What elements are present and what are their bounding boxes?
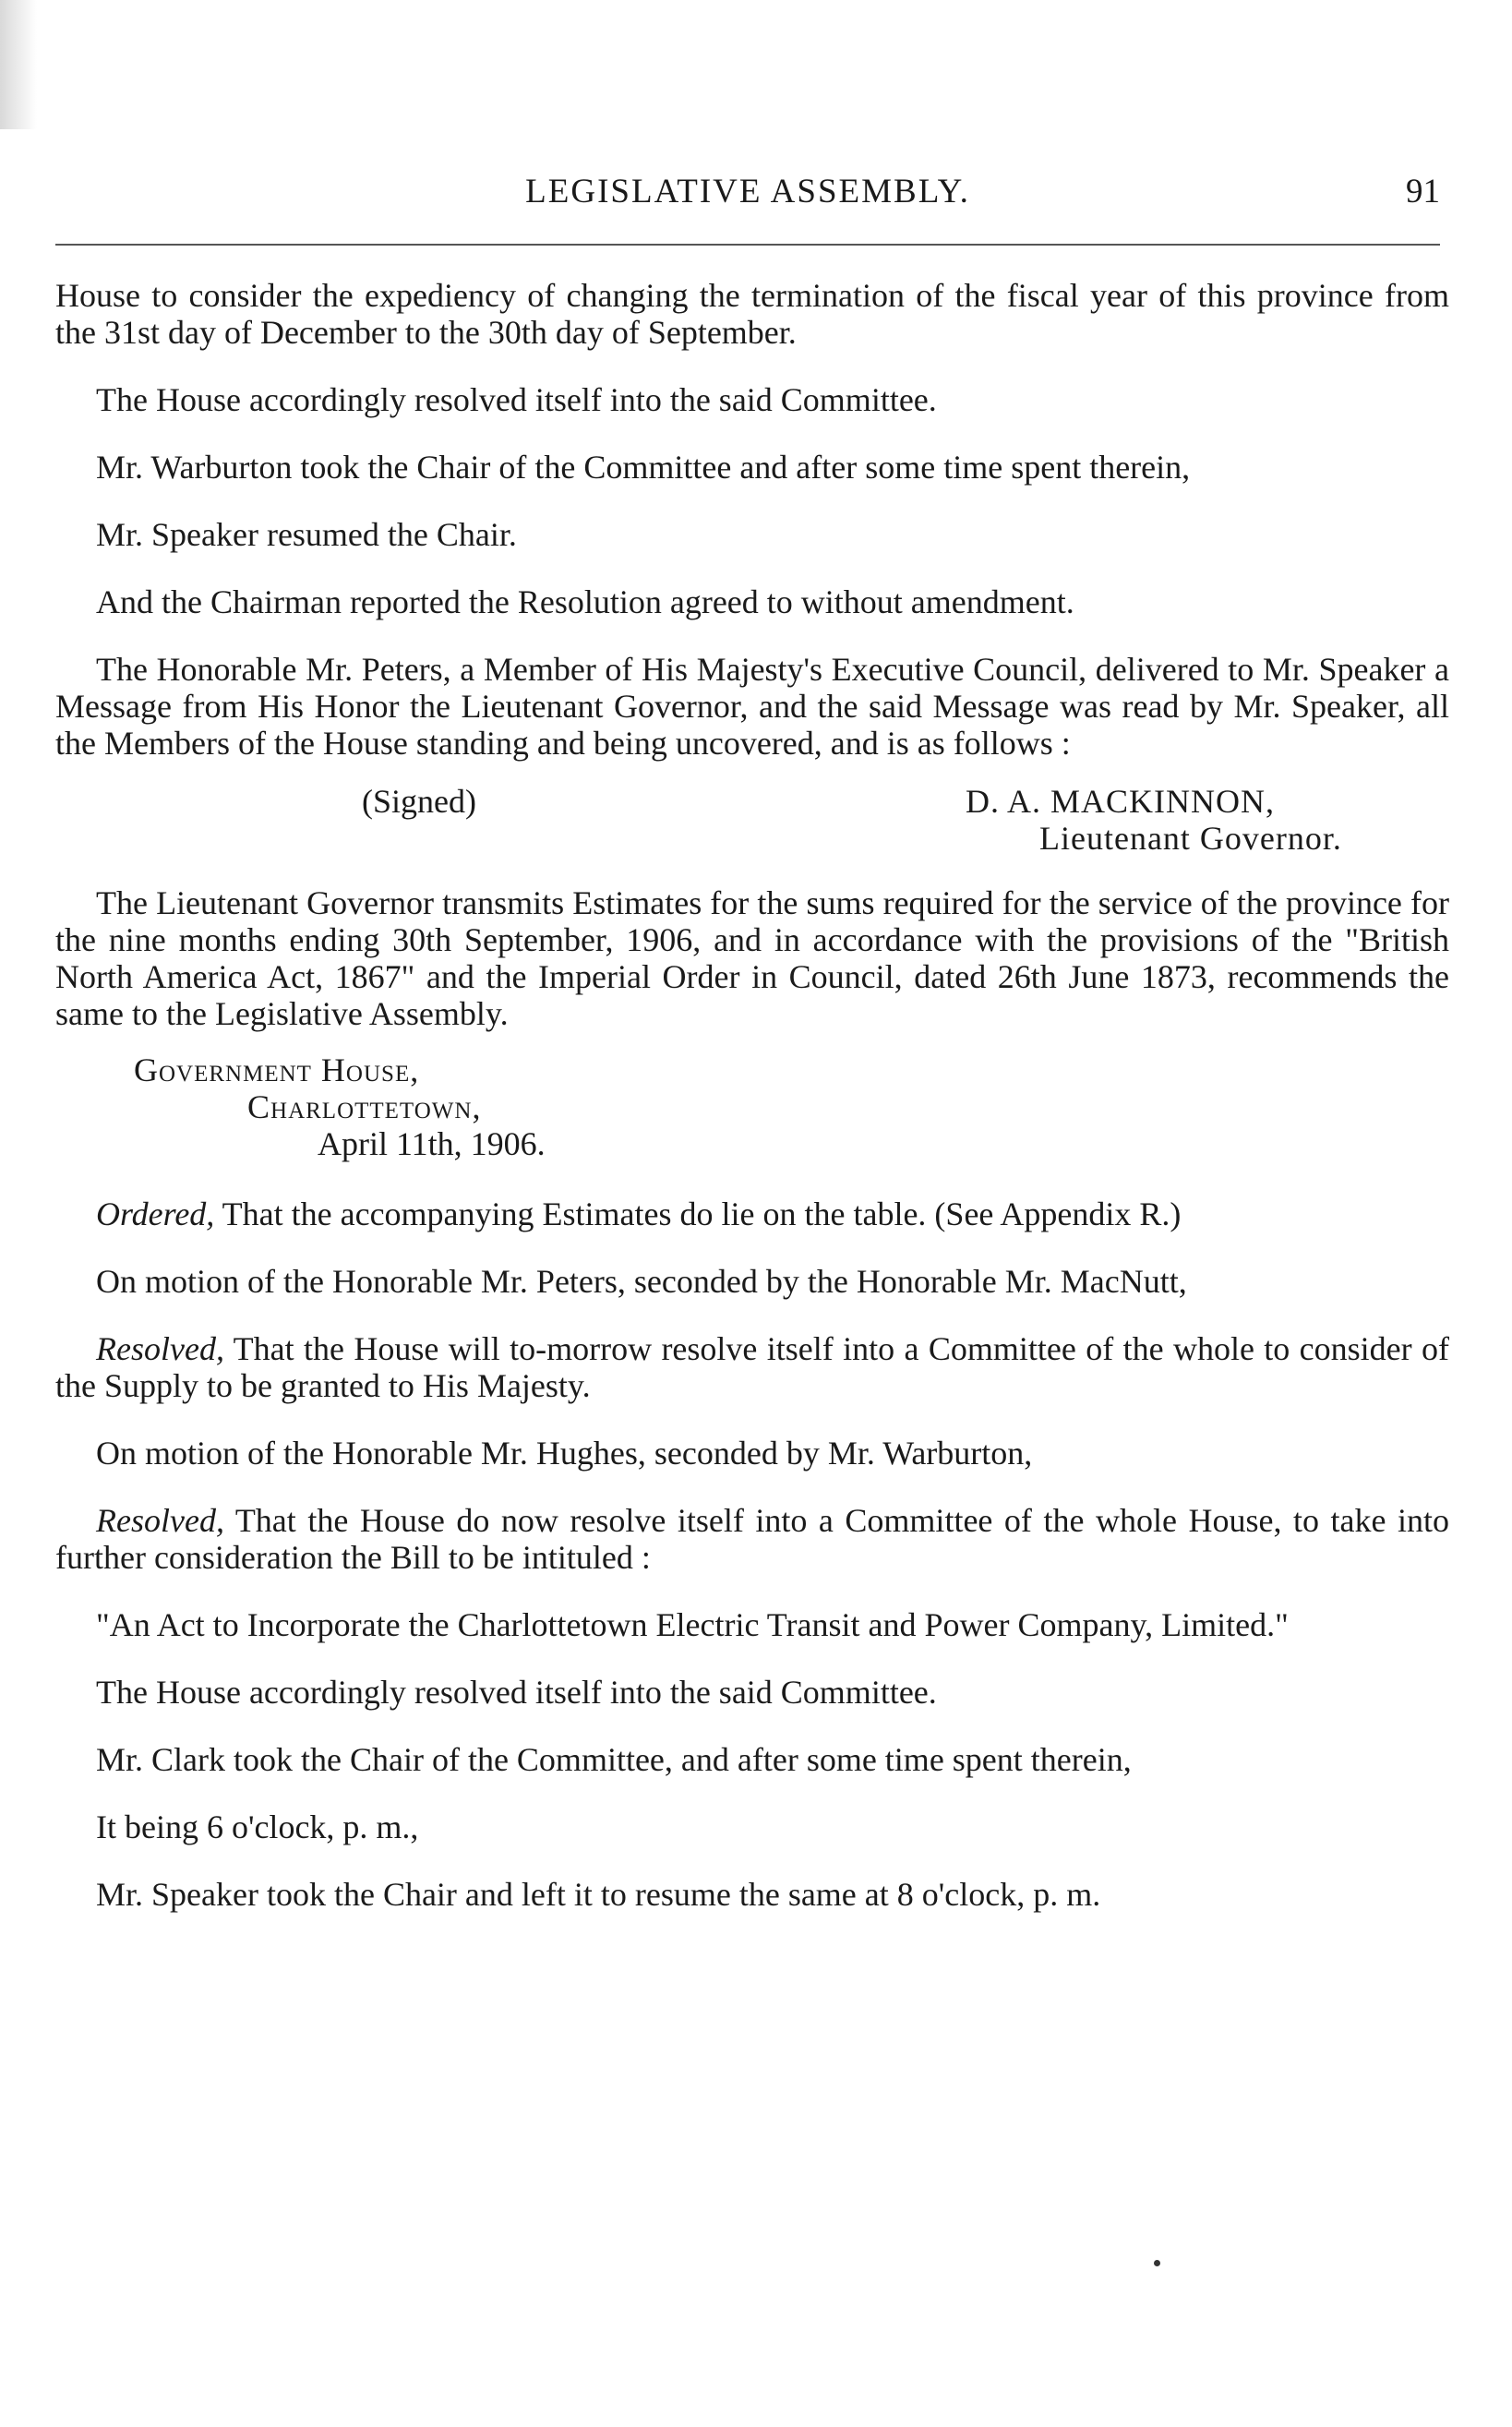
- paragraph-estimates-transmitted: The Lieutenant Governor transmits Estimates for the sums required for the service of the province for the nine months ending 30th September, 1906, and in accordance with the provisions of the "British North America Act, 1867" and the Imperial Order in Council, dated 26th June 1873, recommends the same to the Legislative Assembly.: [55, 884, 1449, 1032]
- paragraph-house-resolved-2: The House accordingly resolved itself into the said Committee.: [96, 1674, 937, 1711]
- running-title: LEGISLATIVE ASSEMBLY.: [525, 173, 970, 210]
- ink-speck: [1154, 2260, 1160, 2266]
- paragraph-speaker-took-chair: Mr. Speaker took the Chair and left it to resume the same at 8 o'clock, p. m.: [96, 1876, 1101, 1913]
- paragraph-resolved-supply: [55, 1330, 1449, 1404]
- resolved-label: Resolved,: [96, 1502, 224, 1539]
- page-body: [55, 277, 1449, 1943]
- paragraph-speaker-resumed: Mr. Speaker resumed the Chair.: [96, 516, 517, 553]
- paragraph-message-delivered: The Honorable Mr. Peters, a Member of His Majesty's Executive Council, delivered to Mr. Speaker a Message from His Honor the Lieutenant Governor, and the said Message was read by Mr. Speaker, all the Members of the House standing and being uncovered, and is as follows :: [55, 651, 1449, 762]
- paragraph-act-title: "An Act to Incorporate the Charlottetown Electric Transit and Power Company, Limited.": [96, 1606, 1289, 1643]
- ordered-text: That the accompanying Estimates do lie on the table. (See Appendix R.): [214, 1195, 1182, 1232]
- paragraph-motion-hughes: On motion of the Honorable Mr. Hughes, seconded by Mr. Warburton,: [96, 1435, 1033, 1472]
- paragraph-resolved-bill: [55, 1502, 1449, 1576]
- signature-signed-label: (Signed): [362, 783, 476, 820]
- page-number: 91: [1406, 173, 1440, 210]
- page-header: [55, 172, 1440, 227]
- address-block: [55, 1051, 1449, 1162]
- address-line-date: April 11th, 1906.: [318, 1125, 546, 1162]
- paragraph-fiscal-year: House to consider the expediency of changing the termination of the fiscal year of this province from the 31st day of December to the 30th day of September.: [55, 277, 1449, 351]
- paragraph-clark-chair: Mr. Clark took the Chair of the Committee, and after some time spent therein,: [96, 1741, 1132, 1778]
- address-line-government-house: Government House,: [134, 1051, 420, 1088]
- scan-edge-shadow: [0, 0, 37, 129]
- header-rule: [55, 244, 1440, 246]
- paragraph-chairman-reported: And the Chairman reported the Resolution agreed to without amendment.: [96, 583, 1074, 620]
- paragraph-motion-peters: On motion of the Honorable Mr. Peters, seconded by the Honorable Mr. MacNutt,: [96, 1263, 1187, 1300]
- paragraph-six-oclock: It being 6 o'clock, p. m.,: [96, 1808, 419, 1845]
- address-line-charlottetown: Charlottetown,: [247, 1088, 482, 1125]
- signature-block: [55, 783, 1449, 857]
- ordered-label: Ordered,: [96, 1195, 215, 1232]
- paragraph-ordered-estimates: [55, 1195, 1449, 1232]
- paragraph-warburton-chair: Mr. Warburton took the Chair of the Committee and after some time spent therein,: [96, 449, 1191, 486]
- resolved-label: Resolved,: [96, 1330, 224, 1367]
- paragraph-house-resolved: The House accordingly resolved itself into the said Committee.: [96, 381, 937, 418]
- signature-name: D. A. MACKINNON,: [966, 783, 1276, 820]
- resolved-supply-text: That the House will to-morrow resolve itself into a Committee of the whole to consider of the Supply to be granted to His Majesty.: [55, 1330, 1449, 1404]
- signature-title: Lieutenant Governor.: [1039, 820, 1342, 857]
- resolved-bill-text: That the House do now resolve itself into a Committee of the whole House, to take into further consideration the Bill to be intituled :: [55, 1502, 1449, 1576]
